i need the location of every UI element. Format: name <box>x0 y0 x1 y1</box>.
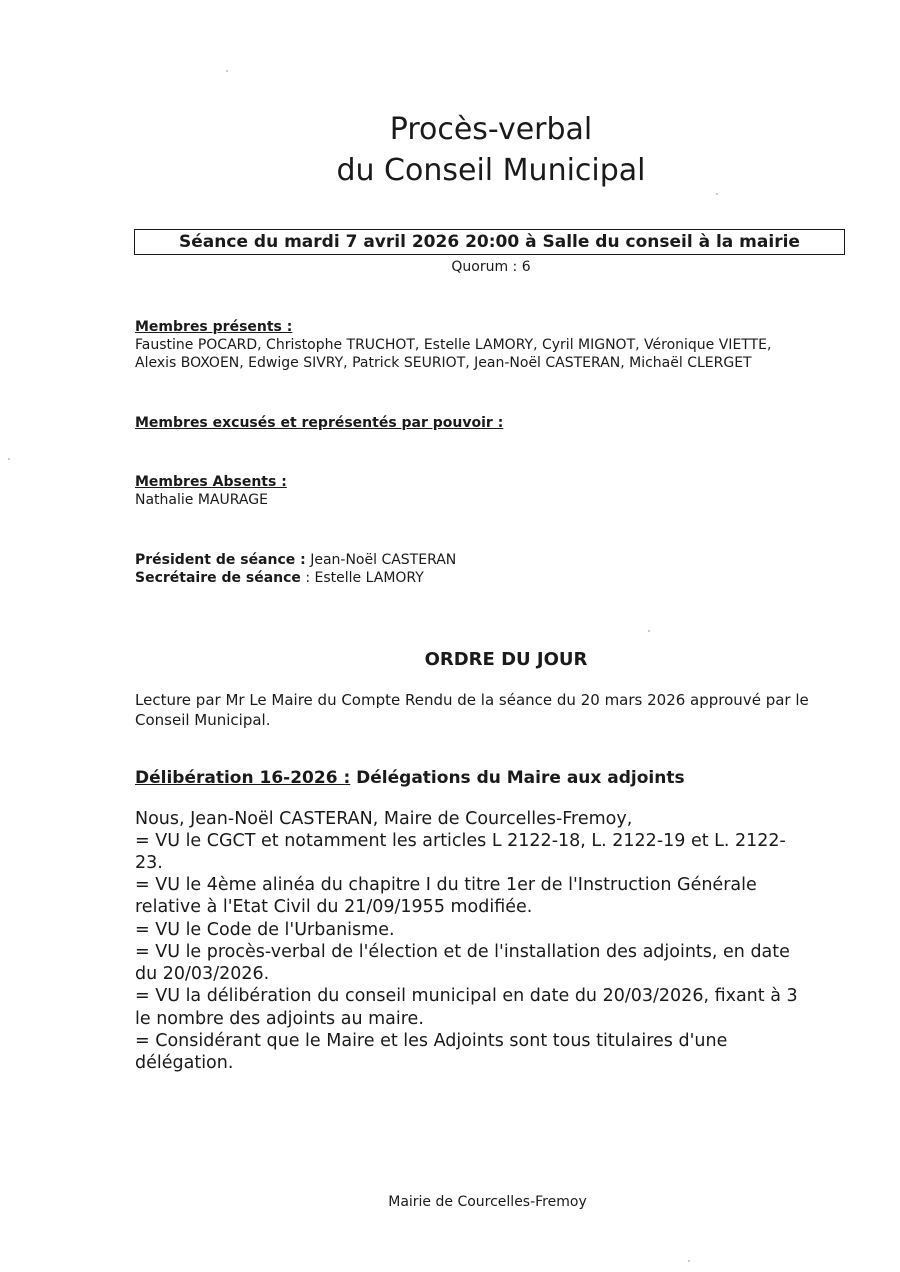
session-heading-box: Séance du mardi 7 avril 2026 20:00 à Salle du conseil à la mairie <box>134 229 845 255</box>
members-excused-label: Membres excusés et représentés par pouvoir : <box>135 415 504 431</box>
deliberation-line-2: = VU le CGCT et notamment les articles L 2122-18, L. 2122-19 et L. 2122- <box>135 831 786 851</box>
deliberation-line-5: relative à l'Etat Civil du 21/09/1955 modifiée. <box>135 897 533 917</box>
scan-speck <box>8 458 10 460</box>
secretary-label: Secrétaire de séance <box>135 570 301 586</box>
document-title-line-1: Procès-verbal <box>389 112 593 147</box>
scan-speck <box>648 630 650 632</box>
scan-speck <box>226 70 228 72</box>
secretary-line <box>135 569 424 587</box>
members-absent-label: Membres Absents : <box>135 474 287 490</box>
members-present-line-1: Faustine POCARD, Christophe TRUCHOT, Estelle LAMORY, Cyril MIGNOT, Véronique VIETTE, <box>135 337 772 353</box>
quorum-text: Quorum : 6 <box>451 259 531 275</box>
deliberation-line-6: = VU le Code de l'Urbanisme. <box>135 920 395 940</box>
deliberation-line-7: = VU le procès-verbal de l'élection et de l'installation des adjoints, en date <box>135 942 790 962</box>
members-present-label: Membres présents : <box>135 319 293 335</box>
document-title-line-2: du Conseil Municipal <box>336 153 646 188</box>
members-absent-line-1: Nathalie MAURAGE <box>135 492 268 508</box>
deliberation-line-1: Nous, Jean-Noël CASTERAN, Maire de Courcelles-Fremoy, <box>135 809 633 829</box>
deliberation-line-11: = Considérant que le Maire et les Adjoints sont tous titulaires d'une <box>135 1031 728 1051</box>
deliberation-line-3: 23. <box>135 853 163 873</box>
scan-speck <box>688 1260 690 1262</box>
deliberation-line-9: = VU la délibération du conseil municipal en date du 20/03/2026, fixant à 3 <box>135 986 798 1006</box>
deliberation-number: Délibération 16-2026 : <box>135 768 351 788</box>
secretary-value: : Estelle LAMORY <box>300 570 424 586</box>
agenda-reading-text: Lecture par Mr Le Maire du Compte Rendu de la séance du 20 mars 2026 approuvé par le Conseil Municipal. <box>135 691 809 729</box>
deliberation-line-10: le nombre des adjoints au maire. <box>135 1009 424 1029</box>
deliberation-subject: Délégations du Maire aux adjoints <box>350 768 685 788</box>
members-present-line-2: Alexis BOXOEN, Edwige SIVRY, Patrick SEURIOT, Jean-Noël CASTERAN, Michaël CLERGET <box>135 355 752 371</box>
scan-speck <box>716 193 718 195</box>
deliberation-heading <box>135 767 685 789</box>
president-line <box>135 551 456 569</box>
agenda-title: ORDRE DU JOUR <box>424 649 588 670</box>
deliberation-line-8: du 20/03/2026. <box>135 964 270 984</box>
page-footer: Mairie de Courcelles-Fremoy <box>388 1194 587 1210</box>
deliberation-line-4: = VU le 4ème alinéa du chapitre I du titre 1er de l'Instruction Générale <box>135 875 757 895</box>
president-label: Président de séance : <box>135 552 306 568</box>
deliberation-line-12: délégation. <box>135 1053 234 1073</box>
president-value: Jean-Noël CASTERAN <box>305 552 457 568</box>
